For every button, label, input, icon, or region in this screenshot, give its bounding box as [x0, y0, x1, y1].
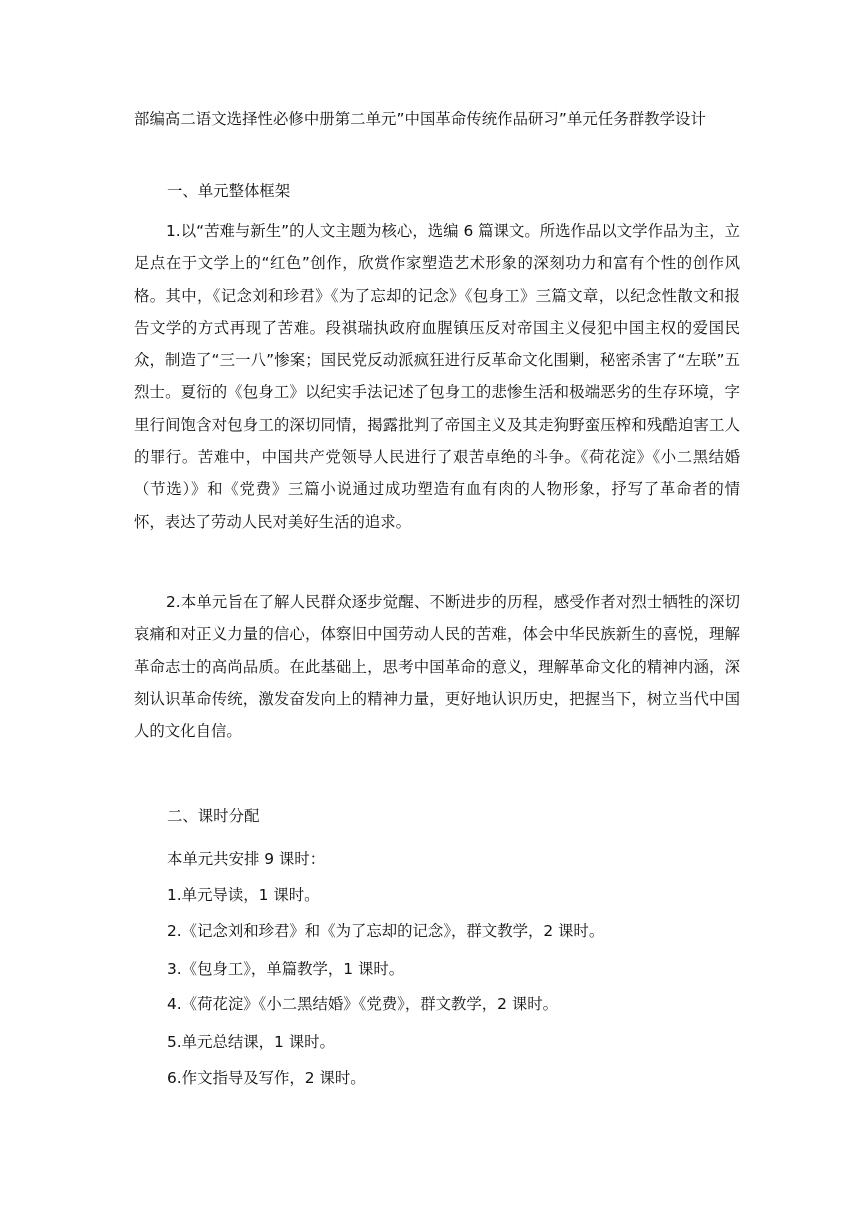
section-heading-framework: 一、单元整体框架: [167, 182, 291, 200]
schedule-item: 5.单元总结课，1 课时。: [167, 1033, 335, 1051]
document-title: 部编高二语文选择性必修中册第二单元”中国革命传统作品研习”单元任务群教学设计: [134, 110, 706, 128]
section-heading-schedule: 二、课时分配: [167, 807, 260, 825]
schedule-intro: 本单元共安排 9 课时：: [167, 850, 326, 868]
schedule-item: 1.单元导读，1 课时。: [167, 886, 320, 904]
paragraph-framework-2: 2.本单元旨在了解人民群众逐步觉醒、不断进步的历程，感受作者对烈士牺牲的深切哀痛和对正义力量的信心，体察旧中国劳动人民的苦难，体会中华民族新生的喜悦，理解革命志士的高尚品质。在此基础上，思考中国革命的意义，理解革命文化的精神内涵，深刻认识革命传统，激发奋发向上的精神力量，更好地认识历史，把握当下，树立当代中国人的文化自信。: [134, 593, 740, 741]
schedule-item: 2.《记念刘和珍君》和《为了忘却的记念》，群文教学，2 课时。: [167, 922, 605, 940]
schedule-item: 3.《包身工》，单篇教学，1 课时。: [167, 960, 405, 978]
paragraph-framework-1: 1.以“苦难与新生”的人文主题为核心，选编 6 篇课文。所选作品以文学作品为主，立足点在于文学上的“红色”创作，欣赏作家塑造艺术形象的深刻功力和富有个性的创作风格。其中，《记念刘和珍君》《为了忘却的记念》《包身工》三篇文章，以纪念性散文和报告文学的方式再现了苦难。段祺瑞执政府血腥镇压反对帝国主义侵犯中国主权的爱国民众，制造了“三一八”惨案；国民党反动派疯狂进行反革命文化围剿，秘密杀害了“左联”五烈士。夏衍的《包身工》以纪实手法记述了包身工的悲惨生活和极端恶劣的生存环境，字里行间饱含对包身工的深切同情，揭露批判了帝国主义及其走狗野蛮压榨和残酷迫害工人的罪行。苦难中，中国共产党领导人民进行了艰苦卓绝的斗争。《荷花淀》《小二黑结婚（节选）》和《党费》三篇小说通过成功塑造有血有肉的人物形象，抒写了革命者的情怀，表达了劳动人民对美好生活的追求。: [134, 222, 740, 531]
schedule-item: 6.作文指导及写作，2 课时。: [167, 1069, 366, 1087]
schedule-item: 4.《荷花淀》《小二黑结婚》《党费》，群文教学，2 课时。: [167, 995, 559, 1013]
